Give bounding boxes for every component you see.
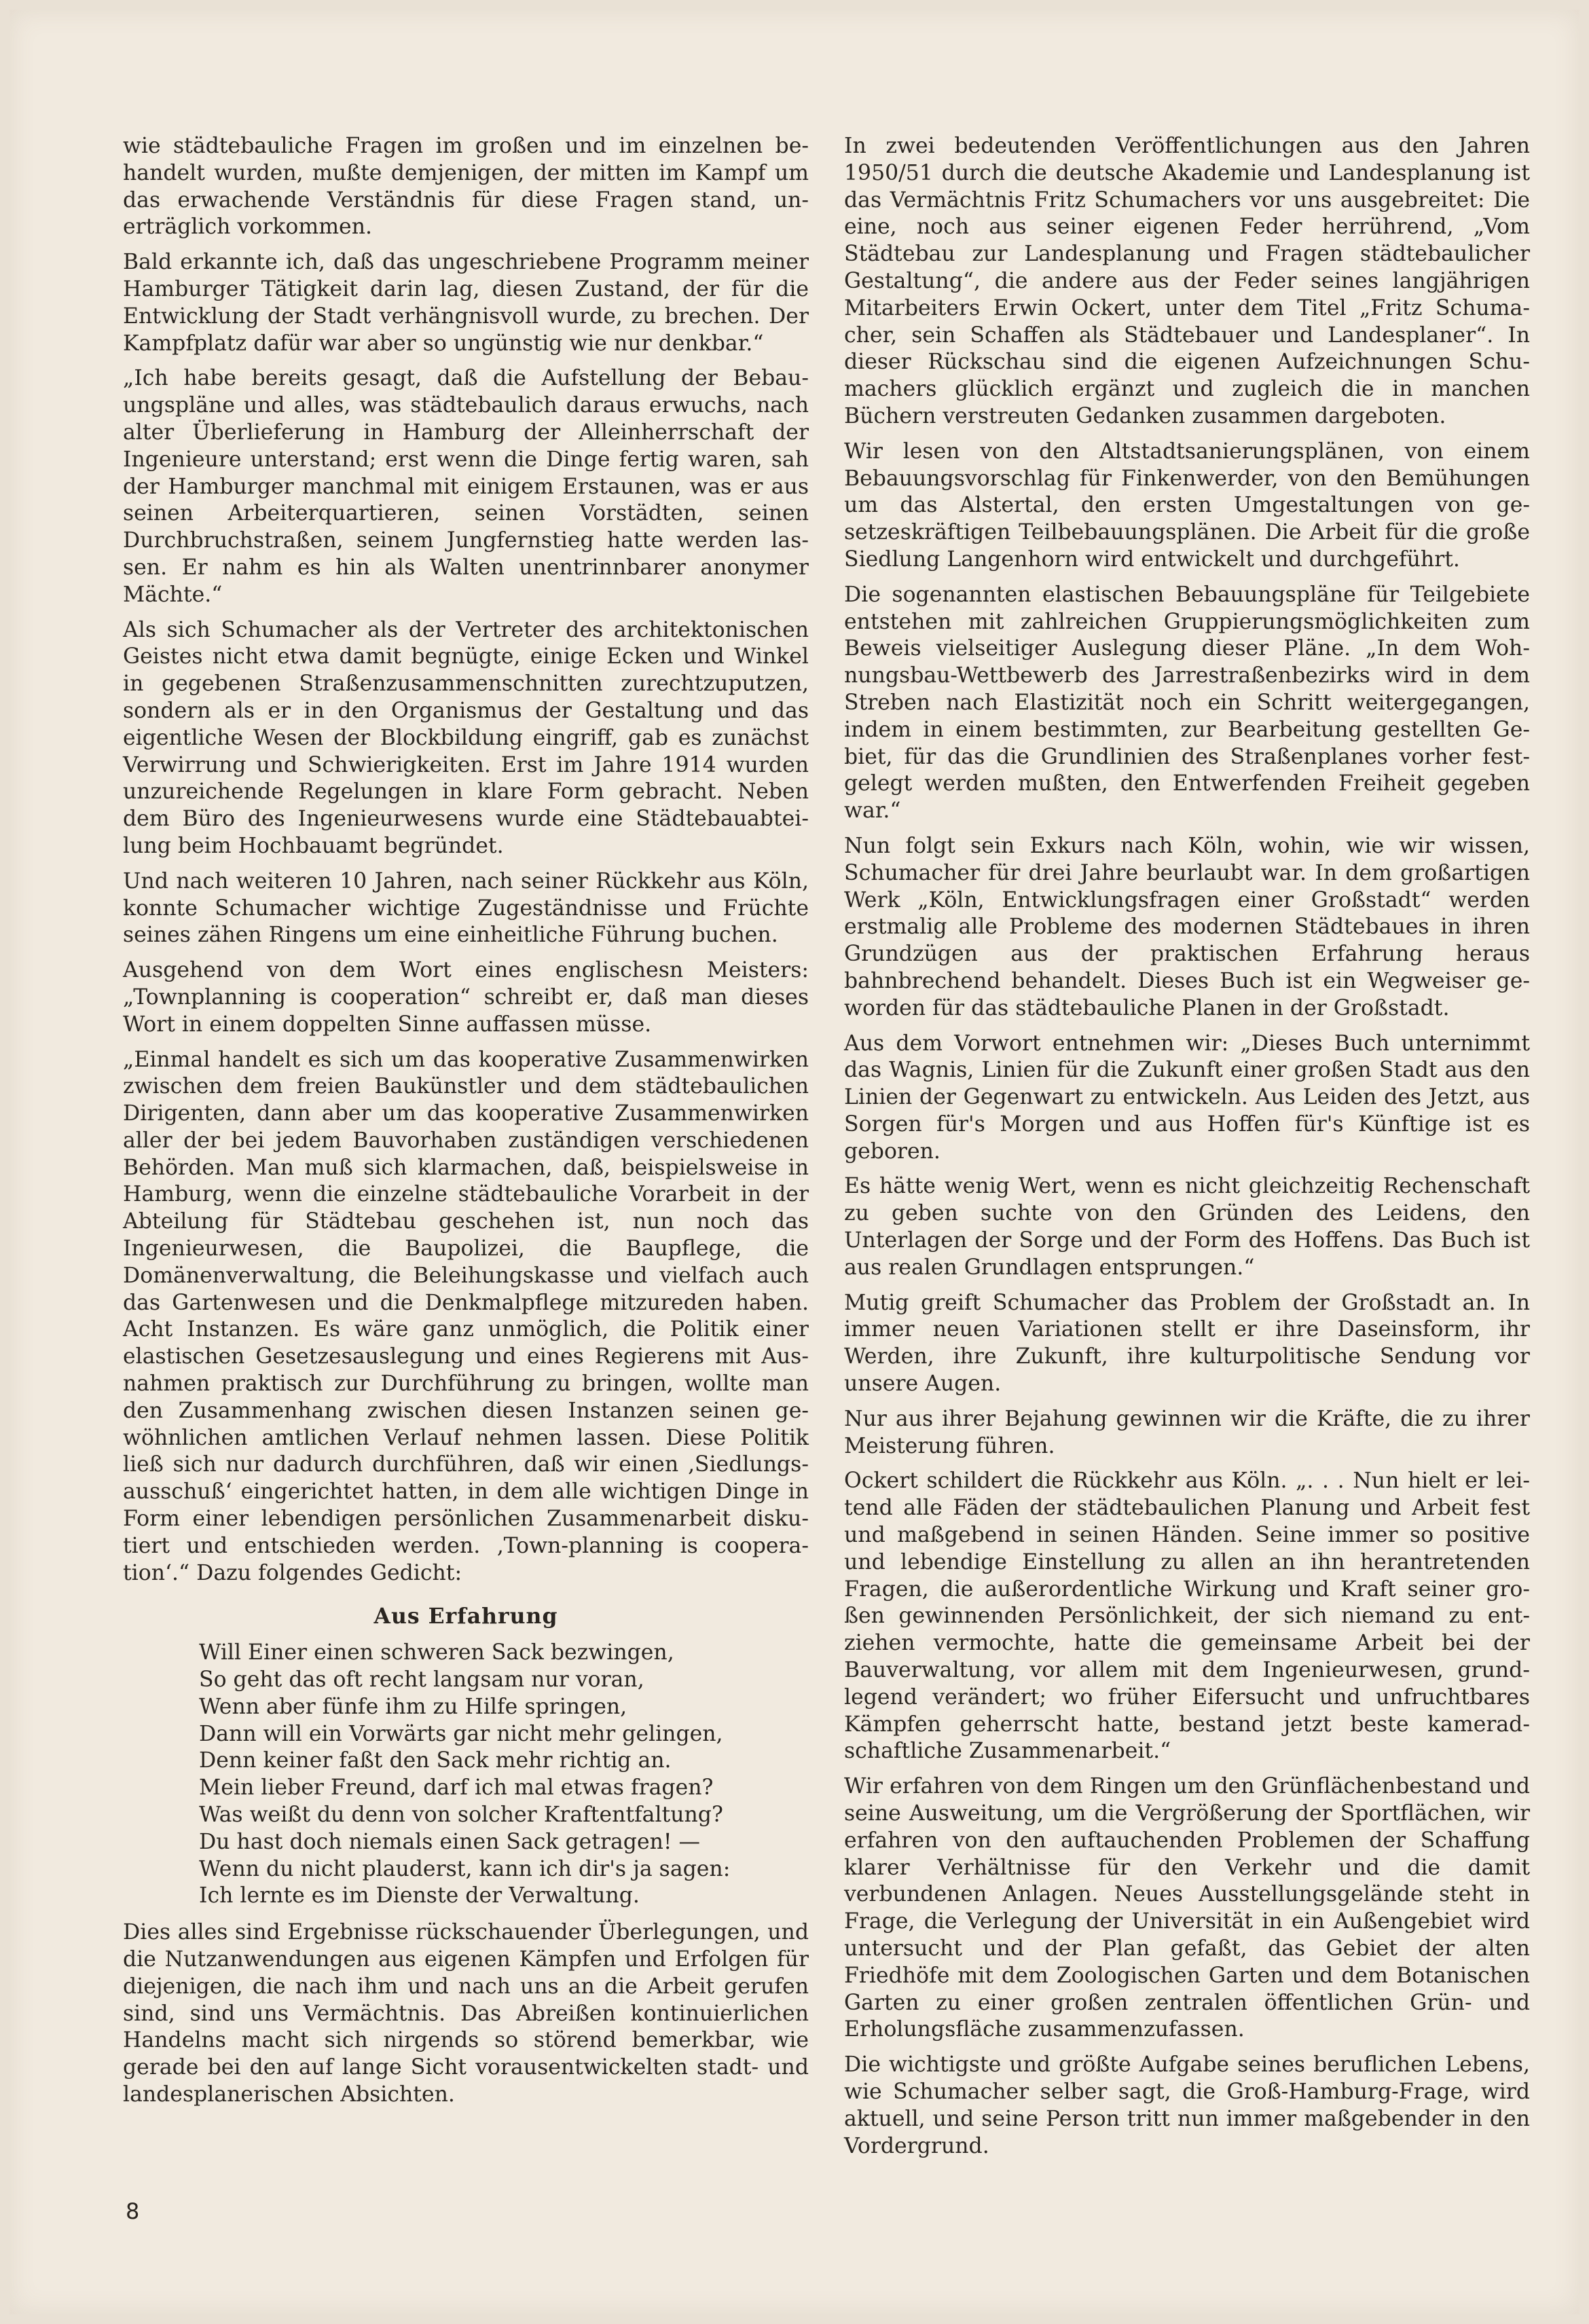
right-paragraph-9: Ockert schildert die Rückkehr aus Köln. „. . . Nun hielt er leitend alle Fäden der städtebaulichen Planung und Arbeit fest und maßgebend in seinen Händen. Seine immer so positive und lebendige Einstellung zu allen an ihn herantretenden Fragen, die außerordentliche Wirkung und Kraft seiner großen gewinnenden Persönlichkeit, der sich niemand zu entziehen vermochte, hatte die gemeinsame Arbeit bei der Bauverwaltung, vor allem mit dem Ingenieurwesen, grundlegend verändert; wo früher Eifersucht und unfruchtbares Kämpfen geherrscht hatte, bestand jetzt beste kameradschaftliche Zusammenarbeit.“ [844,1469,1530,1764]
poem-line: Wenn du nicht plauderst, kann ich dir's ja sagen: [199,1856,731,1881]
poem-line: Will Einer einen schweren Sack bezwingen, [199,1640,674,1665]
right-paragraph-11: Die wichtigste und größte Aufgabe seines beruflichen Lebens, wie Schumacher selber sagt, die Groß-Hamburg-Frage, wird aktuell, und seine Person tritt nun immer maßgebender in den Vordergrund. [844,2052,1530,2158]
poem-line: Wenn aber fünfe ihm zu Hilfe springen, [199,1694,627,1719]
page-number: 8 [126,2198,140,2224]
right-paragraph-2: Wir lesen von den Altstadtsanierungsplänen, von einem Bebauungsvorschlag für Finkenwerder, von den Bemühungen um das Alstertal, den ersten Umgestaltungen von gesetzeskräftigen Teilbebauungsplänen. Die Arbeit für die große Siedlung Langenhorn wird entwickelt und durchgeführt. [844,439,1530,572]
right-paragraph-8: Nur aus ihrer Bejahung gewinnen wir die Kräfte, die zu ihrer Meisterung führen. [844,1406,1530,1458]
left-closing-paragraph: Dies alles sind Ergebnisse rückschauender Überlegungen, und die Nutzanwendungen aus eigenen Kämpfen und Erfolgen für diejenigen, die nach ihm und nach uns an die Arbeit gerufen sind, sind uns Vermächtnis. Das Abreißen kontinuierlichen Handelns macht sich nirgends so störend bemerkbar, wie gerade bei den auf lange Sicht vorausentwickelten stadt- und landesplanerischen Absichten. [123,1920,809,2107]
left-column [123,133,809,2117]
poem-line: Du hast doch niemals einen Sack getragen! — [199,1829,701,1854]
right-paragraph-3: Die sogenannten elastischen Bebauungspläne für Teilgebiete entstehen mit zahlreichen Gruppierungsmöglichkeiten zum Beweis vielseitiger Auslegung dieser Pläne. „In dem Wohnungsbau-Wettbewerb des Jarrestraßenbezirks wird in dem Streben nach Elastizität noch ein Schritt weitergegangen, indem in einem bestimmten, zur Bearbeitung gestellten Gebiet, für das die Grundlinien des Straßenplanes vorher festgelegt werden mußten, den Entwerfenden Freiheit gegeben war.“ [844,582,1530,824]
left-paragraph-3: „Ich habe bereits gesagt, daß die Aufstellung der Bebauungspläne und alles, was städtebaulich daraus erwuchs, nach alter Überlieferung in Hamburg der Alleinherrschaft der Ingenieure unterstand; erst wenn die Dinge fertig waren, sah der Hamburger manchmal mit einigem Erstaunen, was er aus seinen Arbeiterquartieren, seinen Vorstädten, seinen Durchbruchstraßen, seinem Jungfernstieg hatte werden lassen. Er nahm es hin als Walten unentrinnbarer anonymer Mächte.“ [123,366,809,607]
right-paragraph-5: Aus dem Vorwort entnehmen wir: „Dieses Buch unternimmt das Wagnis, Linien für die Zukunft einer großen Stadt aus den Linien der Gegenwart zu entwickeln. Aus Leiden des Jetzt, aus Sorgen für's Morgen und aus Hoffen für's Künftige ist es geboren. [844,1031,1530,1164]
right-paragraph-10: Wir erfahren von dem Ringen um den Grünflächenbestand und seine Ausweitung, um die Vergrößerung der Sportflächen, wir erfahren von den auftauchenden Problemen der Schaffung klarer Verhältnisse für den Verkehr und die damit verbundenen Anlagen. Neues Ausstellungsgelände steht in Frage, die Verlegung der Universität in ein Außengebiet wird untersucht und der Plan gefaßt, das Gebiet der alten Friedhöfe mit dem Zoologischen Garten und dem Botanischen Garten zu einer großen zentralen öffentlichen Grün- und Erholungsfläche zusammenzufassen. [844,1774,1530,2042]
left-paragraph-4: Als sich Schumacher als der Vertreter des architektonischen Geistes nicht etwa damit begnügte, einige Ecken und Winkel in gegebenen Straßenzusammenschnitten zurechtzuputzen, sondern als er in den Organismus der Gestaltung und das eigentliche Wesen der Blockbildung eingriff, gab es zunächst Verwirrung und Schwierigkeiten. Erst im Jahre 1914 wurden unzureichende Regelungen in klare Form gebracht. Neben dem Büro des Ingenieurwesens wurde eine Städtebauabteilung beim Hochbauamt begründet. [123,617,809,858]
poem-line: Dann will ein Vorwärts gar nicht mehr gelingen, [199,1721,723,1746]
right-paragraph-6: Es hätte wenig Wert, wenn es nicht gleichzeitig Rechenschaft zu geben suchte von den Gründen des Leidens, den Unterlagen der Sorge und der Form des Hoffens. Das Buch ist aus realen Grundlagen entsprungen.“ [844,1174,1530,1280]
right-paragraph-1: In zwei bedeutenden Veröffentlichungen aus den Jahren 1950/51 durch die deutsche Akademie und Landesplanung ist das Vermächtnis Fritz Schumachers vor uns ausgebreitet: Die eine, noch aus seiner eigenen Feder herrührend, „Vom Städtebau zur Landesplanung und Fragen städtebaulicher Gestaltung“, die andere aus der Feder seines langjährigen Mitarbeiters Erwin Ockert, unter dem Titel „Fritz Schumacher, sein Schaffen als Städtebauer und Landesplaner“. In dieser Rückschau sind die eigenen Aufzeichnungen Schumachers glücklich ergänzt und zugleich die in manchen Büchern verstreuten Gedanken zusammen dargeboten. [844,134,1530,428]
left-paragraph-1: wie städtebauliche Fragen im großen und im einzelnen behandelt wurden, mußte demjenigen, der mitten im Kampf um das erwachende Verständnis für diese Fragen stand, unerträglich vorkommen. [123,134,809,240]
poem [123,1640,809,1910]
poem-line: So geht das oft recht langsam nur voran, [199,1667,644,1693]
right-paragraph-7: Mutig greift Schumacher das Problem der Großstadt an. In immer neuen Variationen stellt er ihre Daseinsform, ihr Werden, ihre Zukunft, ihre kulturpolitische Sendung vor unsere Augen. [844,1290,1530,1397]
poem-line: Ich lernte es im Dienste der Verwaltung. [199,1883,640,1908]
poem-line: Mein lieber Freund, darf ich mal etwas fragen? [199,1775,714,1801]
left-paragraph-2: Bald erkannte ich, daß das ungeschriebene Programm meiner Hamburger Tätigkeit darin lag, diesen Zustand, der für die Entwicklung der Stadt verhängnisvoll wurde, zu brechen. Der Kampfplatz dafür war aber so ungünstig wie nur denkbar.“ [123,250,809,356]
poem-title: Aus Erfahrung [373,1604,558,1629]
left-paragraph-5: Und nach weiteren 10 Jahren, nach seiner Rückkehr aus Köln, konnte Schumacher wichtige Zugeständnisse und Früchte seines zähen Ringens um eine einheitliche Führung buchen. [123,868,809,948]
poem-line: Was weißt du denn von solcher Kraftentfaltung? [199,1803,723,1828]
right-column [844,133,1530,2168]
poem-line: Denn keiner faßt den Sack mehr richtig an. [199,1748,672,1773]
right-paragraph-4: Nun folgt sein Exkurs nach Köln, wohin, wie wir wissen, Schumacher für drei Jahre beurlaubt war. In dem großartigen Werk „Köln, Entwicklungsfragen einer Großstadt“ werden erstmalig alle Probleme des modernen Städtebaues in ihren Grundzügen aus der praktischen Erfahrung heraus bahnbrechend behandelt. Dieses Buch ist ein Wegweiser geworden für das städtebauliche Planen in der Großstadt. [844,833,1530,1020]
left-paragraph-6: Ausgehend von dem Wort eines englischesn Meisters: „Townplanning is cooperation“ schreibt er, daß man dieses Wort in einem doppelten Sinne auffassen müsse. [123,958,809,1037]
left-paragraph-7: „Einmal handelt es sich um das kooperative Zusammenwirken zwischen dem freien Baukünstler und dem städtebaulichen Dirigenten, dann aber um das kooperative Zusammenwirken aller der bei jedem Bauvorhaben zuständigen verschiedenen Behörden. Man muß sich klarmachen, daß, beispielsweise in Hamburg, wenn die einzelne städtebauliche Vorarbeit in der Abteilung für Städtebau geschehen ist, nun noch das Ingenieurwesen, die Baupolizei, die Baupflege, die Domänenverwaltung, die Beleihungskasse und vielfach auch das Gartenwesen und die Denkmalpflege mitzureden haben. Acht Instanzen. Es wäre ganz unmöglich, die Politik einer elastischen Gesetzesauslegung und eines Regierens mit Ausnahmen praktisch zur Durchführung zu bringen, wollte man den Zusammenhang zwischen diesen Instanzen seinen gewöhnlichen amtlichen Verlauf nehmen lassen. Diese Politik ließ sich nur dadurch durchführen, daß wir einen ‚Siedlungsausschuß‘ eingerichtet hatten, in dem alle wichtigen Dinge in Form einer lebendigen persönlichen Zusammenarbeit diskutiert und entschieden werden. ‚Town-planning is cooperation‘.“ Dazu folgendes Gedicht: [123,1047,809,1585]
